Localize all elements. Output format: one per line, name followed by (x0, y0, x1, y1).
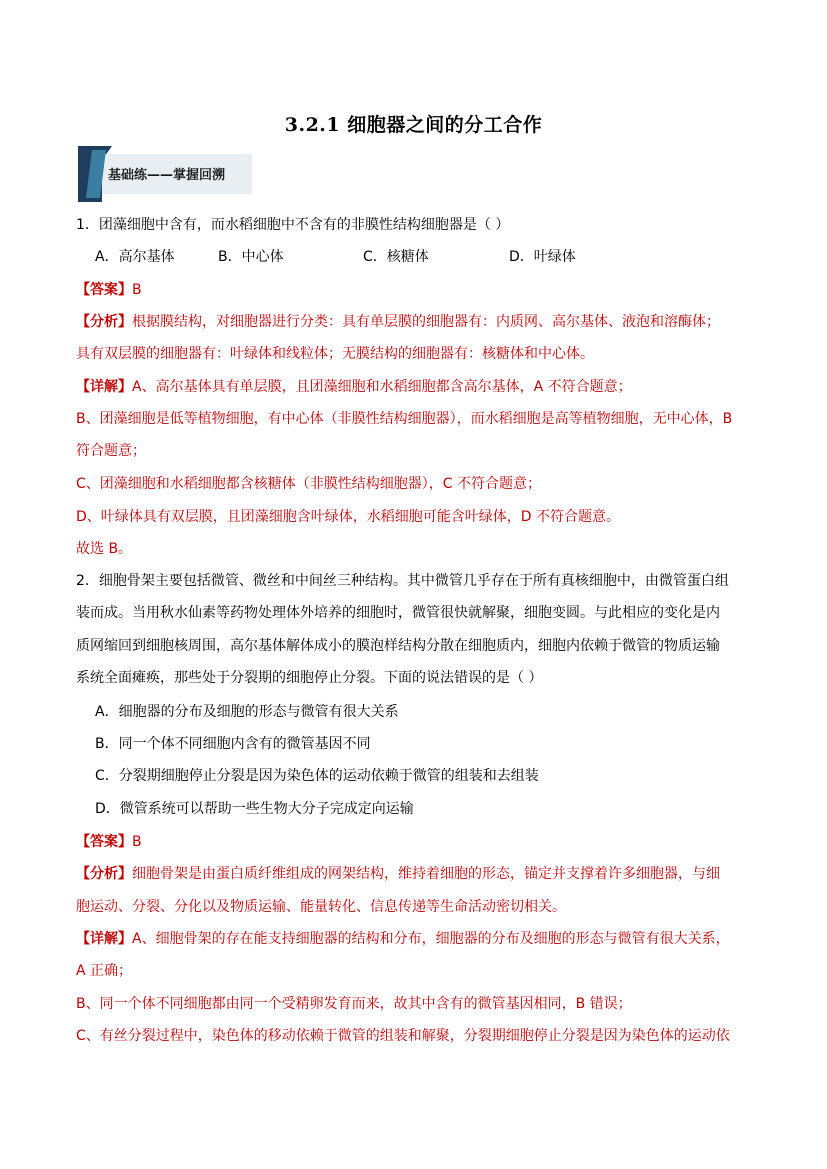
analysis-text: 细胞骨架是由蛋白质纤维组成的网架结构，维持着细胞的形态，锚定并支撑着许多细胞器，与细 (132, 866, 720, 882)
analysis-label: 【分析】 (76, 866, 132, 882)
q2-option-d: D．微管系统可以帮助一些生物大分子完成定向运输 (95, 801, 414, 817)
q1-detail-line-2: B、团藻细胞是低等植物细胞，有中心体（非膜性结构细胞器），而水稻细胞是高等植物细胞，无中心体，B (76, 411, 733, 427)
q2-stem-line-1: 2．细胞骨架主要包括微管、微丝和中间丝三种结构。其中微管几乎存在于所有真核细胞中，由微管蛋白组 (76, 573, 729, 589)
q2-detail-line-1 (76, 929, 730, 949)
q2-detail-line-3: B、同一个体不同细胞都由同一个受精卵发育而来，故其中含有的微管基因相同，B 错误； (76, 996, 632, 1012)
q2-analysis-line-1 (76, 864, 720, 884)
answer-label: 【答案】 (76, 834, 132, 850)
q2-answer (76, 832, 142, 852)
q1-answer (76, 280, 142, 300)
q1-conclusion: 故选 B。 (76, 541, 133, 557)
page-title: 3.2.1 细胞器之间的分工合作 (284, 114, 543, 136)
analysis-text: 根据膜结构，对细胞器进行分类：具有单层膜的细胞器有：内质网、高尔基体、液泡和溶酶体； (132, 314, 720, 330)
q1-detail-line-3: 符合题意； (76, 443, 146, 459)
q1-option-d: D．叶绿体 (509, 249, 576, 265)
detail-label: 【详解】 (76, 379, 132, 395)
q2-stem-line-3: 质网缩回到细胞核周围，高尔基体解体成小的膜泡样结构分散在细胞质内，细胞内依赖于微管的物质运输 (76, 638, 720, 654)
q1-analysis-line-1 (76, 312, 720, 332)
q1-detail-line-5: D、叶绿体具有双层膜，且团藻细胞含叶绿体，水稻细胞可能含叶绿体，D 不符合题意。 (76, 509, 621, 525)
banner-text: 基础练——掌握回溯 (108, 168, 226, 183)
q2-option-b: B．同一个体不同细胞内含有的微管基因不同 (95, 736, 371, 752)
q2-stem-line-2: 装而成。当用秋水仙素等药物处理体外培养的细胞时，微管很快就解聚，细胞变圆。与此相应的变化是内 (76, 605, 720, 621)
q1-detail-line-4: C、团藻细胞和水稻细胞都含核糖体（非膜性结构细胞器），C 不符合题意； (76, 476, 541, 492)
answer-label: 【答案】 (76, 282, 132, 298)
q2-option-c: C．分裂期细胞停止分裂是因为染色体的运动依赖于微管的组装和去组装 (95, 768, 539, 784)
section-banner (78, 146, 252, 202)
answer-value: B (132, 282, 142, 298)
q2-detail-line-2: A 正确； (76, 963, 133, 979)
q2-stem-line-4: 系统全面瘫痪，那些处于分裂期的细胞停止分裂。下面的说法错误的是（ ） (76, 670, 543, 686)
detail-label: 【详解】 (76, 931, 132, 947)
analysis-label: 【分析】 (76, 314, 132, 330)
q1-option-b: B．中心体 (218, 249, 284, 265)
q1-stem: 1．团藻细胞中含有，而水稻细胞中不含有的非膜性结构细胞器是（ ） (76, 217, 510, 233)
q1-detail-line-1 (76, 377, 632, 397)
q2-option-a: A．细胞器的分布及细胞的形态与微管有很大关系 (95, 704, 399, 720)
q1-analysis-line-2: 具有双层膜的细胞器有：叶绿体和线粒体；无膜结构的细胞器有：核糖体和中心体。 (76, 346, 594, 362)
q1-option-c: C．核糖体 (363, 249, 429, 265)
detail-text: A、细胞骨架的存在能支持细胞器的结构和分布，细胞器的分布及细胞的形态与微管有很大关系， (132, 931, 730, 947)
q1-option-a: A．高尔基体 (95, 249, 175, 265)
detail-text: A、高尔基体具有单层膜，且团藻细胞和水稻细胞都含高尔基体，A 不符合题意； (132, 379, 632, 395)
answer-value: B (132, 834, 142, 850)
q2-analysis-line-2: 胞运动、分裂、分化以及物质运输、能量转化、信息传递等生命活动密切相关。 (76, 899, 566, 915)
q2-detail-line-4: C、有丝分裂过程中，染色体的移动依赖于微管的组装和解聚，分裂期细胞停止分裂是因为染色体的运动依 (76, 1028, 730, 1044)
